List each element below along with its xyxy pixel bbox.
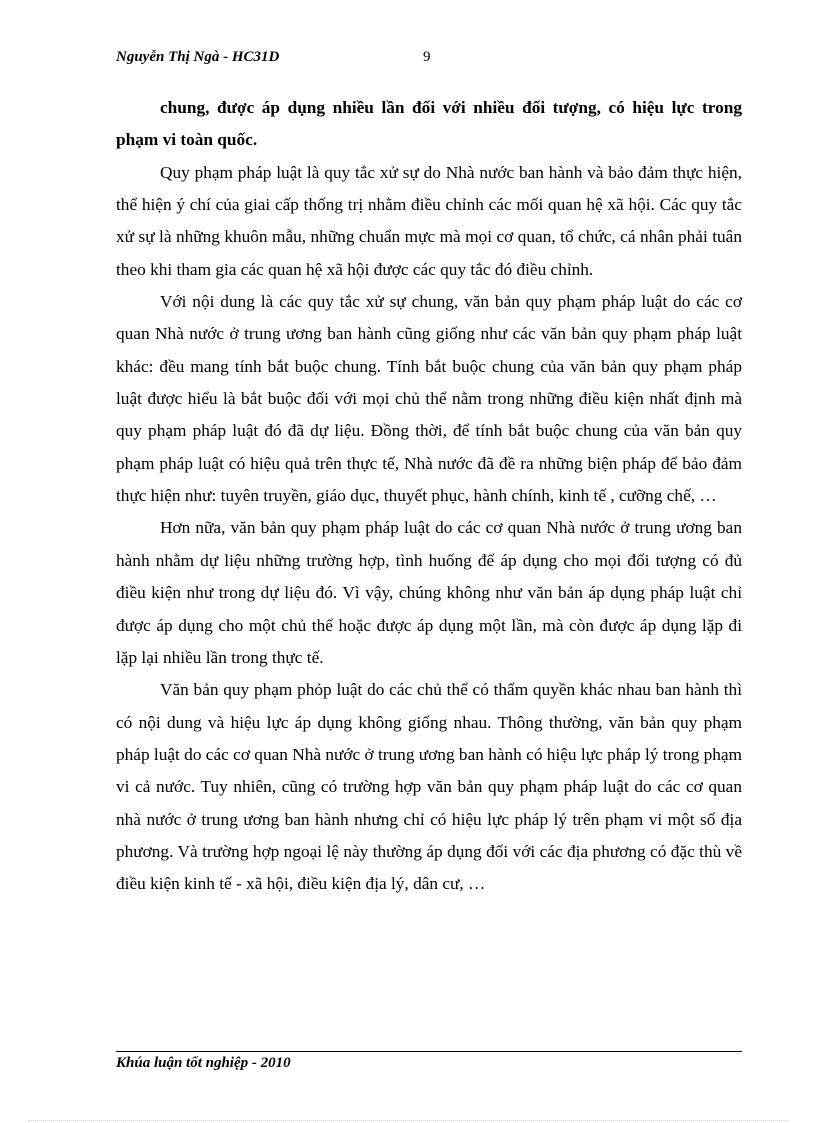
footer-divider — [116, 1051, 742, 1052]
paragraph: Quy phạm pháp luật là quy tắc xử sự do Nhà nước ban hành và bảo đảm thực hiện, thể hiện ý chí của giai cấp thống trị nhằm điều chỉnh các mối quan hệ xã hội. Các quy tắc xử sự là những khuôn mẫu, những chuẩn mực mà mọi cơ quan, tổ chức, cá nhân phải tuân theo khi tham gia các quan hệ xã hội được các quy tắc đó điều chỉnh. — [116, 162, 742, 279]
paragraph: Văn bản quy phạm phỏp luật do các chủ thể có thẩm quyền khác nhau ban hành thì có nội dung và hiệu lực áp dụng không giống nhau. Thông thường, văn bản quy phạm pháp luật do các cơ quan Nhà nước ở trung ương ban hành có hiệu lực pháp lý trong phạm vi cả nước. Tuy nhiên, cũng có trường hợp văn bản quy phạm pháp luật do các cơ quan nhà nước ở trung ương ban hành nhưng chỉ có hiệu lực pháp lý trên phạm vi một số địa phương. Và trường hợp ngoại lệ này thường áp dụng đối với các địa phương có đặc thù về điều kiện kinh tế - xã hội, điều kiện địa lý, dân cư, … — [116, 680, 742, 894]
header-author: Nguyễn Thị Ngà - HC31D — [116, 49, 280, 65]
page-number: 9 — [423, 49, 431, 65]
page-edge-line — [28, 1120, 788, 1121]
paragraph-continuation: chung, được áp dụng nhiều lần đối với nhiều đối tượng, có hiệu lực trong phạm vi toàn quốc. — [116, 98, 742, 150]
page-footer: Khúa luận tốt nghiệp - 2010 — [116, 1055, 291, 1071]
page-header — [116, 49, 742, 71]
body-text — [116, 92, 742, 901]
paragraph: Với nội dung là các quy tắc xử sự chung, văn bản quy phạm pháp luật do các cơ quan Nhà nước ở trung ương ban hành cũng giống như các văn bản quy phạm pháp luật khác: đều mang tính bắt buộc chung. Tính bắt buộc chung của văn bản quy phạm pháp luật được hiểu là bắt buộc đối với mọi chủ thể nằm trong những điều kiện nhất định mà quy phạm pháp luật đó đã dự liệu. Đồng thời, để tính bắt buộc chung của văn bản quy phạm pháp luật có hiệu quả trên thực tế, Nhà nước đã đề ra những biện pháp để bảo đảm thực hiện như: tuyên truyền, giáo dục, thuyết phục, hành chính, kinh tế , cưỡng chế, … — [116, 292, 742, 506]
paragraph: Hơn nữa, văn bản quy phạm pháp luật do các cơ quan Nhà nước ở trung ương ban hành nhằm dự liệu những trường hợp, tình huống để áp dụng cho mọi đối tượng có đủ điều kiện như trong dự liệu đó. Vì vậy, chúng không như văn bản áp dụng pháp luật chỉ được áp dụng cho một chủ thể hoặc được áp dụng một lần, mà còn được áp dụng lặp đi lặp lại nhiều lần trong thực tế. — [116, 518, 742, 667]
